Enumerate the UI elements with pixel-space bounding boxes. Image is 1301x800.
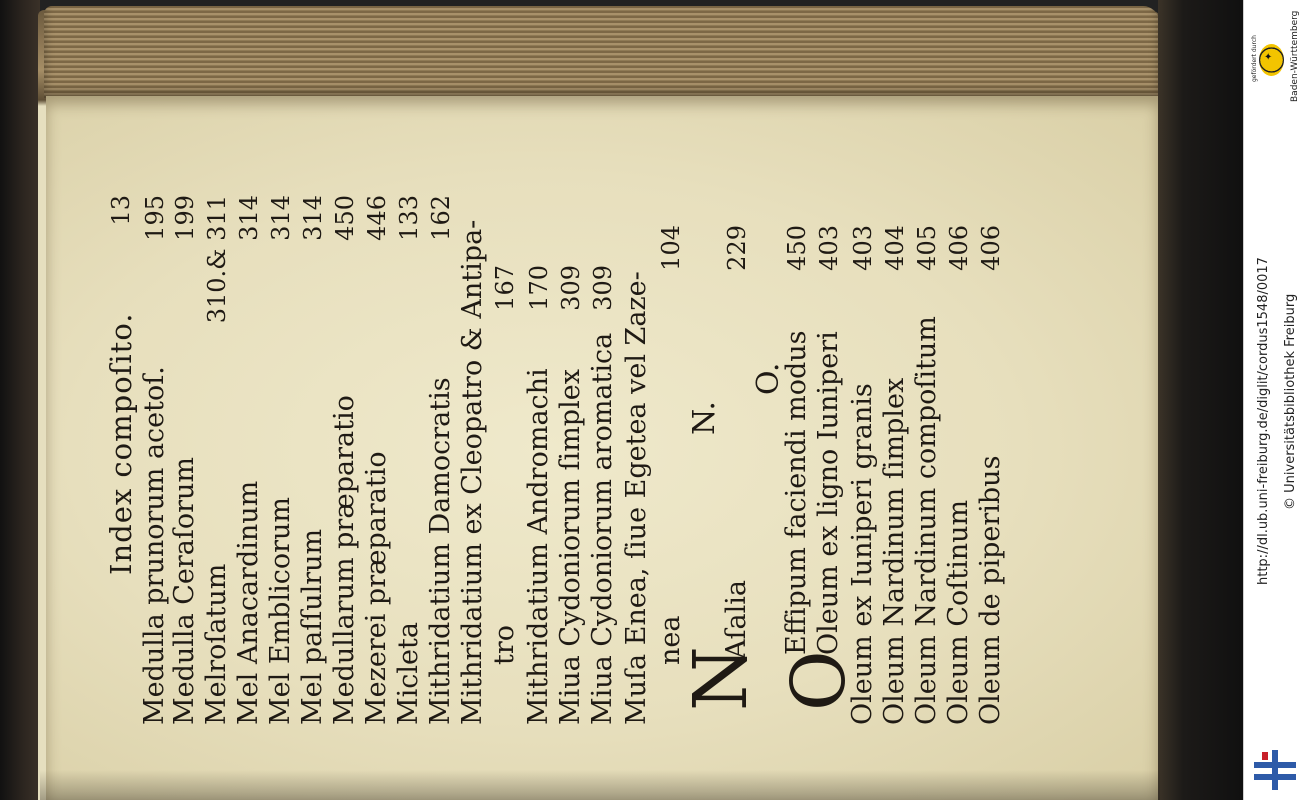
state-seal-icon: ✦ xyxy=(1259,44,1284,76)
index-entry: Oleum Coſtinum xyxy=(943,499,974,725)
page-number: 13 xyxy=(107,195,135,226)
index-entry: Oleum ex ligno Iuniperi xyxy=(813,331,844,655)
index-entry-number: 403 xyxy=(815,225,843,271)
index-entry: Mel Anacardinum xyxy=(233,480,264,725)
index-entry: Mel paſſulrum xyxy=(297,528,328,725)
index-entry: Mezerei præparatio xyxy=(361,451,392,725)
index-entry-number: 199 xyxy=(171,195,199,241)
page-edges xyxy=(44,6,1159,98)
index-entry-number: 229 xyxy=(723,225,751,271)
index-entry: Medulla Ceraſorum xyxy=(169,456,200,725)
index-entry: Oleum Nardinum ſimplex xyxy=(879,377,910,725)
index-entry: Oleum de piperibus xyxy=(975,455,1006,725)
index-text-block-continued xyxy=(620,185,1243,725)
index-entry-number: 446 xyxy=(363,195,391,241)
book-spine-edge xyxy=(0,0,40,800)
index-entry-number: 310.& 311 xyxy=(203,195,231,324)
index-entry-number: 314 xyxy=(299,195,327,241)
index-entry: Mithridatium Damocratis xyxy=(425,377,456,725)
index-entry-number: 314 xyxy=(267,195,295,241)
index-entry-number: 309 xyxy=(589,265,617,311)
index-entry: Oleum ex Iuniperi granis xyxy=(847,383,878,725)
index-entry: Melroſatum xyxy=(201,563,232,725)
copyright-text: © Universitätsbibliothek Freiburg xyxy=(1283,293,1298,510)
index-entry: Medullarum præparatio xyxy=(329,395,360,725)
index-entry-number: 162 xyxy=(427,195,455,241)
index-entry: Oleum Nardinum compoſitum xyxy=(911,316,942,725)
index-entry: Miua Cydoniorum ſimplex xyxy=(555,369,586,725)
page-header-title: Index compoſito. xyxy=(104,312,138,575)
library-logo-icon[interactable] xyxy=(1254,750,1296,790)
index-entry: Mithridatium Andromachi xyxy=(523,368,554,725)
drop-initial-n: N xyxy=(678,646,764,711)
index-entry: tro xyxy=(489,624,520,665)
index-entry-number: 450 xyxy=(783,225,811,271)
index-entry: Miua Cydoniorum aromatica xyxy=(587,332,618,725)
index-entry: Medulla prunorum acetoſ. xyxy=(139,366,170,725)
funding-note: gefördert durch xyxy=(1251,35,1258,82)
index-entry: Mithridatium ex Cleopatro & Antipa- xyxy=(457,219,488,725)
page-bottom-shadow xyxy=(40,770,1160,800)
index-entry-number: 309 xyxy=(557,265,585,311)
index-entry-number: 405 xyxy=(913,225,941,271)
section-heading-n: N. xyxy=(687,401,722,435)
index-entry-number: 133 xyxy=(395,195,423,241)
index-entry-number: 403 xyxy=(849,225,877,271)
index-entry-number: 170 xyxy=(525,265,553,311)
index-entry-number: 450 xyxy=(331,195,359,241)
index-entry-number: 104 xyxy=(657,225,685,271)
drop-initial-o: O xyxy=(776,650,862,711)
index-entry-number: 314 xyxy=(235,195,263,241)
index-entry-number: 404 xyxy=(881,225,909,271)
source-url-link[interactable]: http://dl.ub.uni-freiburg.de/diglit/cordus1548/0017 xyxy=(1256,257,1271,585)
index-entry-number: 167 xyxy=(491,265,519,311)
index-entry-number: 195 xyxy=(141,195,169,241)
index-entry: nea xyxy=(655,615,686,665)
index-entry: Mel Emblicorum xyxy=(265,497,296,725)
section-heading-o: O. xyxy=(751,362,786,395)
index-entry-number: 406 xyxy=(977,225,1005,271)
index-entry: Micleta xyxy=(393,622,424,725)
funding-region: Baden-Württemberg xyxy=(1290,10,1300,102)
index-entry: Effipum faciendi modus xyxy=(781,330,812,655)
index-entry: Muſa Enea, ſiue Egetea vel Zaze- xyxy=(621,271,652,725)
index-entry-number: 406 xyxy=(945,225,973,271)
index-entry: Aſalia xyxy=(721,580,752,659)
